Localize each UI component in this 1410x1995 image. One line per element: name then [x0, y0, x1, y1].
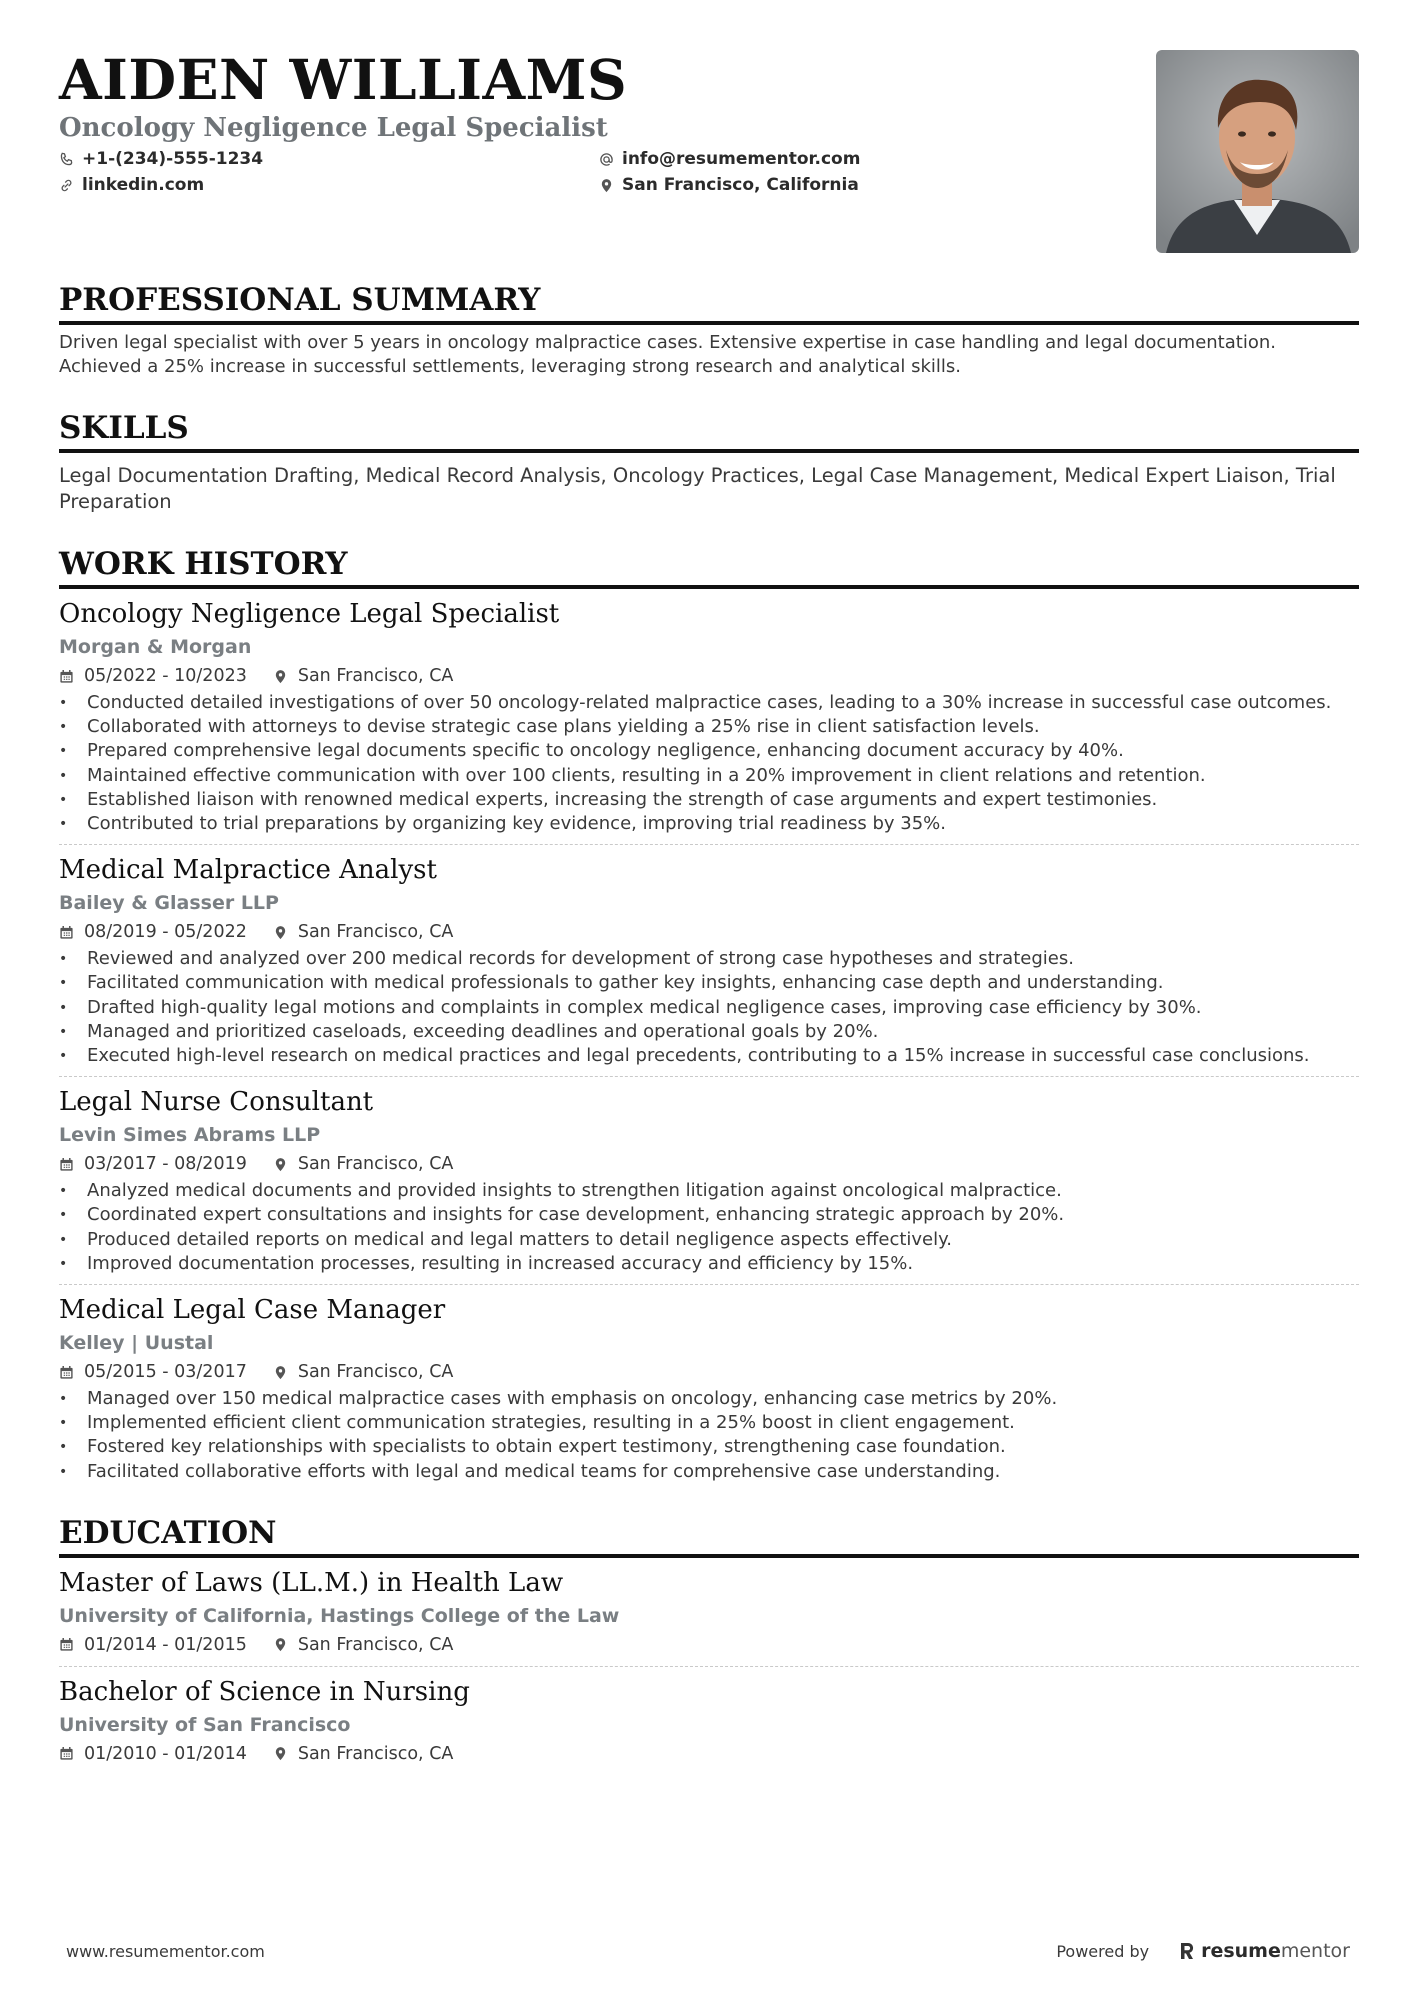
skills-heading: SKILLS: [59, 409, 1359, 453]
job-bullet: • Collaborated with attorneys to devise strategic case plans yielding a 25% rise in client satisfaction levels.: [59, 715, 1359, 739]
contact-location-text: San Francisco, California: [622, 175, 859, 195]
job-title: Medical Malpractice Analyst: [59, 855, 437, 886]
job-entry: [59, 845, 1359, 1077]
job-bullet: • Established liaison with renowned medical experts, increasing the strength of case arguments and expert testimonies.: [59, 788, 1359, 812]
location-icon: [273, 1637, 288, 1652]
job-meta: [59, 1151, 1359, 1177]
education-location: San Francisco, CA: [297, 1743, 454, 1764]
work-heading: WORK HISTORY: [59, 545, 1359, 589]
location-icon: [599, 178, 614, 193]
at-icon: [599, 152, 614, 167]
job-meta: [59, 1359, 1359, 1385]
job-location: San Francisco, CA: [297, 666, 454, 686]
location-icon: [273, 669, 288, 684]
job-bullets: [59, 691, 1359, 836]
job-bullet: • Analyzed medical documents and provided insights to strengthen litigation against oncological malpractice.: [59, 1179, 1359, 1203]
powered-by-label: Powered by: [1056, 1941, 1150, 1961]
location-icon: [273, 1365, 288, 1380]
job-bullet: • Reviewed and analyzed over 200 medical records for development of strong case hypotheses and strategies.: [59, 947, 1359, 971]
job-bullets: [59, 1179, 1359, 1276]
contact-linkedin[interactable]: [59, 174, 599, 196]
footer-website[interactable]: www.resumementor.com: [66, 1941, 265, 1961]
candidate-title: Oncology Negligence Legal Specialist: [59, 113, 608, 143]
job-bullet: • Implemented efficient client communication strategies, resulting in a 25% boost in client engagement.: [59, 1411, 1359, 1435]
contact-email-text: info@resumementor.com: [622, 149, 861, 169]
job-title: Legal Nurse Consultant: [59, 1087, 374, 1118]
job-bullets: [59, 947, 1359, 1068]
degree-title: Master of Laws (LL.M.) in Health Law: [59, 1567, 564, 1598]
calendar-icon: [59, 925, 74, 940]
job-company: Levin Simes Abrams LLP: [59, 1124, 321, 1147]
powered-by: [1056, 1940, 1350, 1962]
job-bullet: • Coordinated expert consultations and insights for case development, enhancing strategic approach by 20%.: [59, 1203, 1359, 1227]
school-name: University of California, Hastings College of the Law: [59, 1604, 620, 1627]
education-dates: 01/2010 - 01/2014: [84, 1743, 247, 1764]
calendar-icon: [59, 669, 74, 684]
job-bullet: • Contributed to trial preparations by organizing key evidence, improving trial readiness by 35%.: [59, 812, 1359, 836]
job-dates: 05/2022 - 10/2023: [84, 666, 247, 686]
brand-name-bold: resume: [1201, 1940, 1281, 1962]
location-icon: [273, 925, 288, 940]
education-entry: [59, 1558, 1359, 1667]
phone-icon: [59, 152, 74, 167]
resumementor-logo-icon: [1179, 1941, 1195, 1961]
education-meta: [59, 1632, 1359, 1658]
resume-page: [59, 48, 1359, 1775]
education-location: San Francisco, CA: [297, 1634, 454, 1655]
job-bullet: • Drafted high-quality legal motions and complaints in complex medical negligence cases, improving case efficiency by 30%.: [59, 996, 1359, 1020]
location-icon: [273, 1157, 288, 1172]
job-entry: [59, 589, 1359, 845]
job-bullet: • Executed high-level research on medical practices and legal precedents, contributing to a 15% increase in successful case conclusions.: [59, 1044, 1359, 1068]
page-footer: [66, 1938, 1350, 1964]
job-meta: [59, 919, 1359, 945]
job-location: San Francisco, CA: [297, 1362, 454, 1383]
job-bullet: • Fostered key relationships with specialists to obtain expert testimony, strengthening case foundation.: [59, 1435, 1359, 1459]
contact-email[interactable]: [599, 148, 899, 170]
job-bullets: [59, 1387, 1359, 1484]
job-bullet: • Managed over 150 medical malpractice cases with emphasis on oncology, enhancing case metrics by 20%.: [59, 1387, 1359, 1411]
degree-title: Bachelor of Science in Nursing: [59, 1676, 470, 1707]
profile-photo: [1156, 50, 1359, 253]
brand-logo[interactable]: [1179, 1940, 1350, 1962]
job-dates: 03/2017 - 08/2019: [84, 1154, 247, 1175]
contact-location: [599, 174, 899, 196]
contact-linkedin-text: linkedin.com: [82, 175, 205, 195]
job-bullet: • Maintained effective communication with over 100 clients, resulting in a 20% improvement in client relations and retention.: [59, 764, 1359, 788]
job-bullet: • Conducted detailed investigations of over 50 oncology-related malpractice cases, leading to a 30% increase in successful case outcomes.: [59, 691, 1359, 715]
job-company: Kelley | Uustal: [59, 1332, 214, 1355]
job-dates: 05/2015 - 03/2017: [84, 1362, 247, 1383]
contact-phone[interactable]: [59, 148, 599, 170]
calendar-icon: [59, 1157, 74, 1172]
location-icon: [273, 1746, 288, 1761]
summary-heading: PROFESSIONAL SUMMARY: [59, 281, 1359, 325]
education-section: [59, 1514, 1359, 1775]
job-bullet: • Improved documentation processes, resulting in increased accuracy and efficiency by 15%.: [59, 1252, 1359, 1276]
education-meta: [59, 1741, 1359, 1767]
job-entry: [59, 1077, 1359, 1285]
skills-text: Legal Documentation Drafting, Medical Record Analysis, Oncology Practices, Legal Case Management, Medical Expert Liaison, Trial Preparation: [59, 464, 1336, 513]
job-bullet: • Managed and prioritized caseloads, exceeding deadlines and operational goals by 20%.: [59, 1020, 1359, 1044]
job-location: San Francisco, CA: [297, 1154, 454, 1175]
job-bullet: • Produced detailed reports on medical and legal matters to detail negligence aspects effectively.: [59, 1228, 1359, 1252]
resume-header: [59, 48, 1359, 256]
job-bullet: • Facilitated collaborative efforts with legal and medical teams for comprehensive case understanding.: [59, 1460, 1359, 1484]
job-bullet: • Facilitated communication with medical professionals to gather key insights, enhancing case depth and understanding.: [59, 971, 1359, 995]
work-section: [59, 545, 1359, 1492]
job-bullet: • Prepared comprehensive legal documents specific to oncology negligence, enhancing document accuracy by 40%.: [59, 739, 1359, 763]
education-dates: 01/2014 - 01/2015: [84, 1634, 247, 1655]
candidate-name: AIDEN WILLIAMS: [59, 47, 628, 112]
job-company: Bailey & Glasser LLP: [59, 892, 279, 915]
calendar-icon: [59, 1637, 74, 1652]
job-company: Morgan & Morgan: [59, 636, 252, 658]
job-location: San Francisco, CA: [297, 922, 454, 943]
contact-phone-text: +1-(234)-555-1234: [82, 149, 264, 169]
education-entry: [59, 1667, 1359, 1775]
link-icon: [59, 178, 74, 193]
school-name: University of San Francisco: [59, 1713, 351, 1736]
summary-section: [59, 281, 1359, 379]
brand-name-light: mentor: [1280, 1940, 1350, 1962]
calendar-icon: [59, 1746, 74, 1761]
calendar-icon: [59, 1365, 74, 1380]
education-heading: EDUCATION: [59, 1514, 1359, 1558]
job-dates: 08/2019 - 05/2022: [84, 922, 247, 943]
job-title: Medical Legal Case Manager: [59, 1295, 446, 1326]
skills-section: [59, 409, 1359, 515]
job-meta: [59, 663, 1359, 689]
summary-text: Driven legal specialist with over 5 years in oncology malpractice cases. Extensive expertise in case handling and legal documentation. Achieved a 25% increase in successful settlements, leveraging strong research and analytical skills.: [59, 332, 1276, 377]
job-entry: [59, 1285, 1359, 1492]
job-title: Oncology Negligence Legal Specialist: [59, 599, 560, 629]
